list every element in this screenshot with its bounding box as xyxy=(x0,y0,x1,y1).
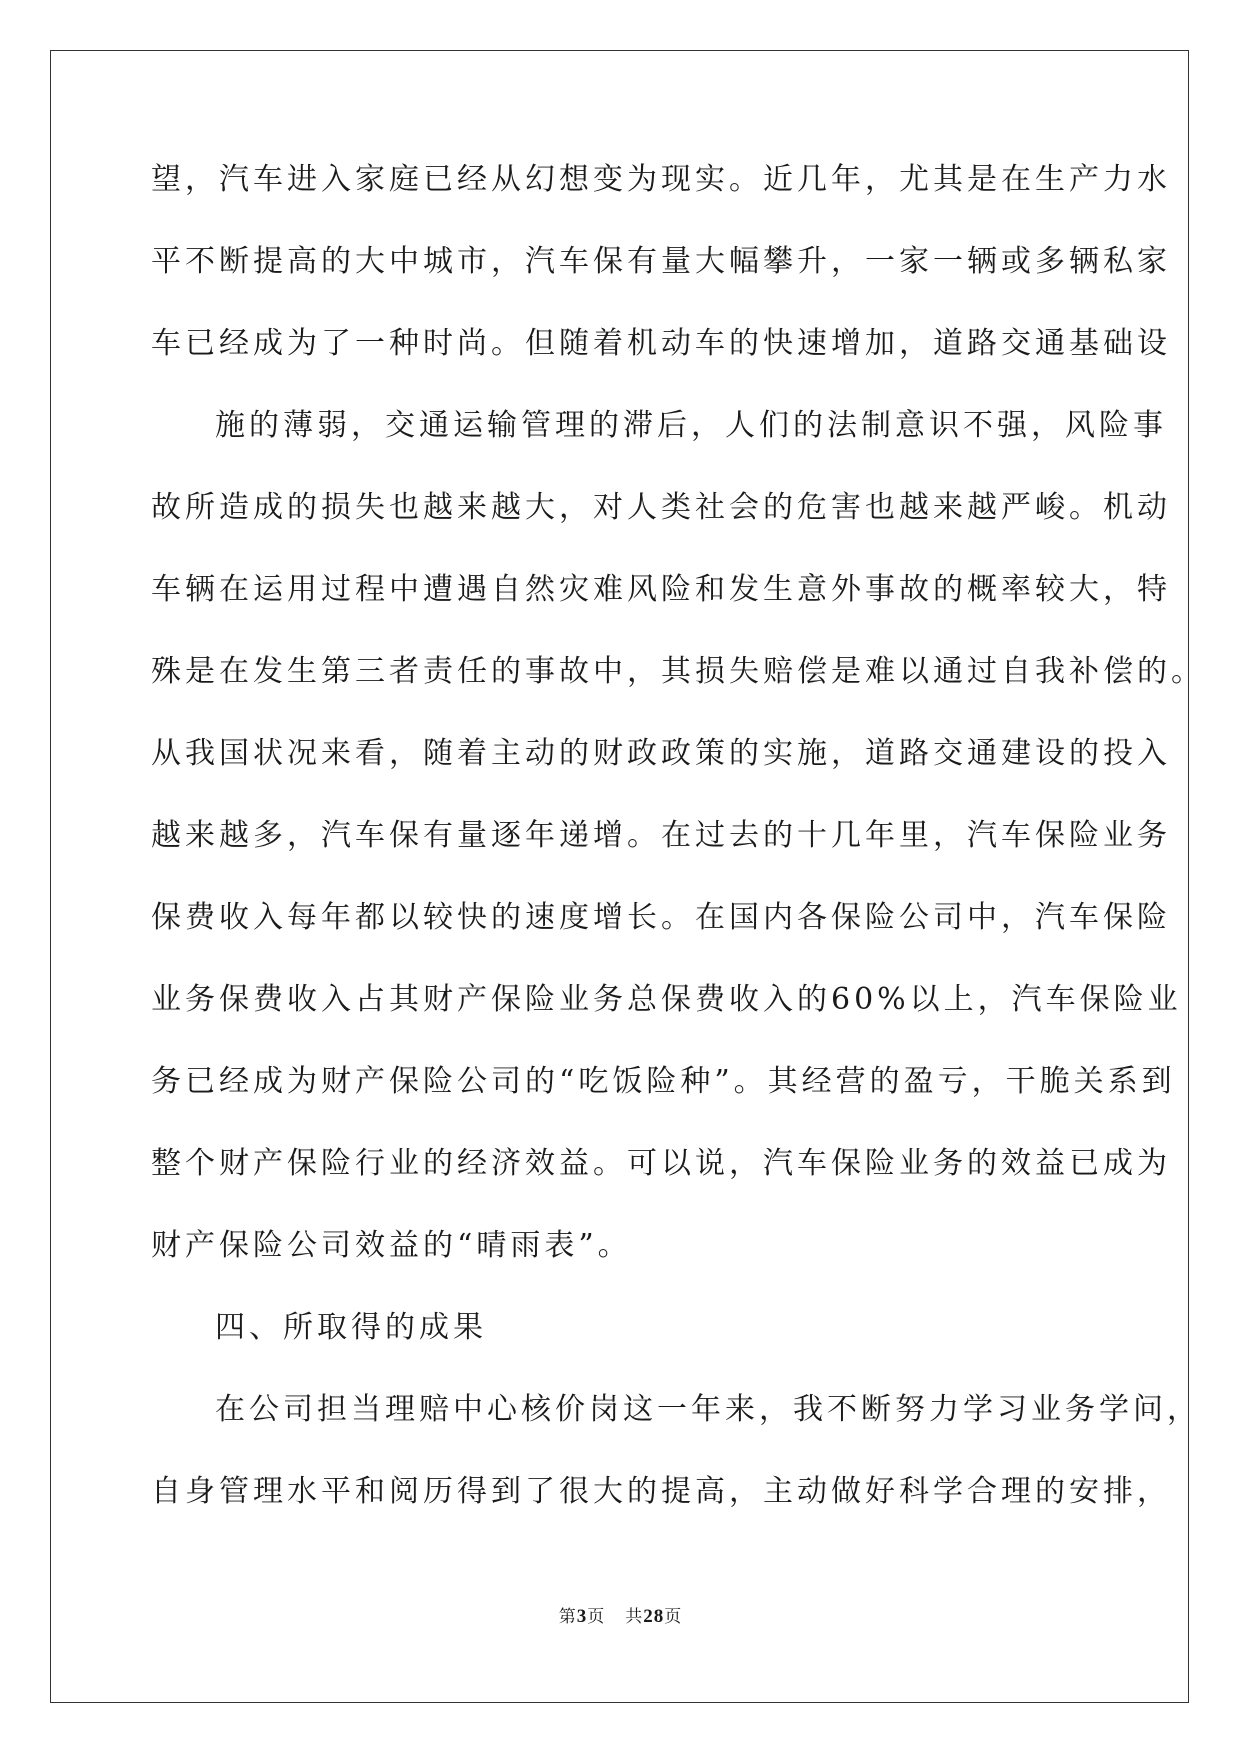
page-number: 3 xyxy=(576,1606,588,1627)
total-suffix: 页 xyxy=(664,1607,683,1627)
text-line: 从我国状况来看，随着主动的财政政策的实施，道路交通建设的投入 xyxy=(151,736,1171,771)
page-prefix: 第 xyxy=(558,1607,577,1627)
text-line: 越来越多，汽车保有量逐年递增。在过去的十几年里，汽车保险业务 xyxy=(151,818,1171,853)
text-line: 车已经成为了一种时尚。但随着机动车的快速增加，道路交通基础设 xyxy=(151,326,1171,361)
total-pages: 28 xyxy=(643,1606,665,1627)
text-line: 望，汽车进入家庭已经从幻想变为现实。近几年，尤其是在生产力水 xyxy=(151,162,1171,197)
text-line: 故所造成的损失也越来越大，对人类社会的危害也越来越严峻。机动 xyxy=(151,490,1171,525)
page-footer xyxy=(0,1606,1241,1628)
text-line: 殊是在发生第三者责任的事故中，其损失赔偿是难以通过自我补偿的。 xyxy=(151,654,1205,689)
text-line: 整个财产保险行业的经济效益。可以说，汽车保险业务的效益已成为 xyxy=(151,1146,1171,1181)
total-prefix: 共 xyxy=(625,1607,644,1627)
text-line: 自身管理水平和阅历得到了很大的提高，主动做好科学合理的安排， xyxy=(151,1474,1171,1509)
text-line-indented: 在公司担当理赔中心核价岗这一年来，我不断努力学习业务学问， xyxy=(215,1392,1201,1427)
text-line: 财产保险公司效益的“晴雨表”。 xyxy=(151,1228,632,1263)
text-line: 业务保费收入占其财产保险业务总保费收入的60%以上，汽车保险业 xyxy=(151,982,1182,1017)
text-line-indented: 施的薄弱，交通运输管理的滞后，人们的法制意识不强，风险事 xyxy=(215,408,1167,443)
text-line: 务已经成为财产保险公司的“吃饭险种”。其经营的盈亏，干脆关系到 xyxy=(151,1064,1176,1099)
text-line: 平不断提高的大中城市，汽车保有量大幅攀升，一家一辆或多辆私家 xyxy=(151,244,1171,279)
text-line: 保费收入每年都以较快的速度增长。在国内各保险公司中，汽车保险 xyxy=(151,900,1171,935)
page-suffix: 页 xyxy=(587,1607,606,1627)
section-heading: 四、所取得的成果 xyxy=(215,1310,487,1345)
text-line: 车辆在运用过程中遭遇自然灾难风险和发生意外事故的概率较大，特 xyxy=(151,572,1171,607)
document-body xyxy=(151,160,1205,1554)
